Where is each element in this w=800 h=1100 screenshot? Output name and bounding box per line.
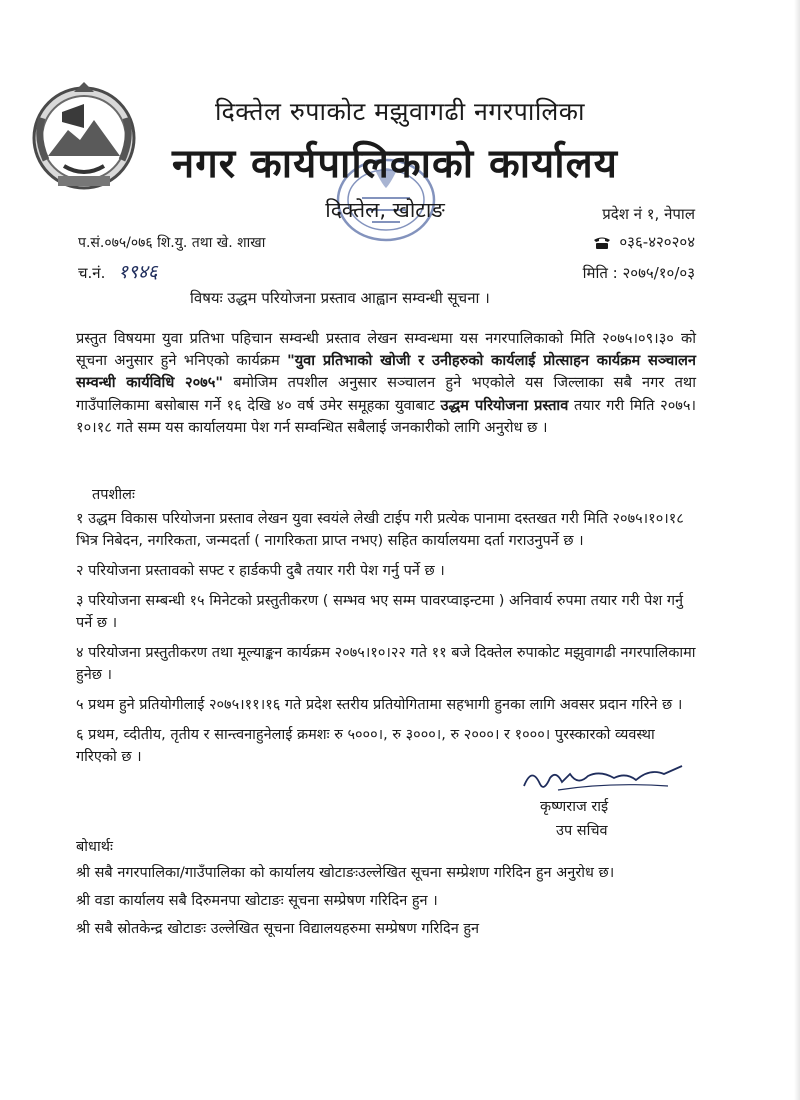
list-item: १ उद्धम विकास परियोजना प्रस्ताव लेखन युवा स्वयंले लेखी टाईप गरी प्रत्येक पानामा दस्तखत गरी मिति २०७५।१०।१८ भित्र निबेदन, नगरिकता, जन्मदर्ता ( नागरिकता प्राप्त नभए) सहित कार्यालयमा दर्ता गराउनुपर्ने छ । <box>76 511 684 549</box>
office-address: दिक्तेल, खोटाङ <box>325 198 445 222</box>
list-item: ३ परियोजना सम्बन्धी १५ मिनेटको प्रस्तुतीकरण ( सम्भव भए सम्म पावरप्वाइन्टमा ) अनिवार्य रुपमा तयार गरी पेश गर्नु पर्ने छ । <box>76 593 684 631</box>
signer-name: कृष्णराज राई <box>540 799 609 815</box>
cc-item: श्री सबै स्रोतकेन्द्र खोटाङः उल्लेखित सूचना विद्यालयहरुमा सम्प्रेषण गरिदिन हुन <box>76 921 480 937</box>
province-text: प्रदेश नं १, नेपाल <box>602 205 695 223</box>
phone-line <box>593 232 695 252</box>
page-edge-shadow <box>794 0 800 1100</box>
cc-label: बोधार्थः <box>76 839 113 855</box>
challan-number: १९४६ <box>118 261 158 283</box>
subject-line: विषयः उद्धम परियोजना प्रस्ताव आह्वान सम्वन्धी सूचना । <box>190 289 490 307</box>
list-item: ४ परियोजना प्रस्तुतीकरण तथा मूल्याङ्कन कार्यक्रम २०७५।१०।२२ गते ११ बजे दिक्तेल रुपाकोट मझुवागढी नगरपालिकामा हुनेछ । <box>76 645 696 683</box>
handwritten-signature-icon <box>518 760 688 796</box>
details-label: तपशीलः <box>92 487 135 503</box>
body-text-2: बमोजिम तपशील अनुसार सञ्चालन हुने भएकोले यस जिल्लाका सबै नगर तथा गाउँपालिकामा बसोबास गर्ने १६ देखि ४० वर्ष उमेर समूहका युवाबाट <box>76 374 697 414</box>
list-item: ५ प्रथम हुने प्रतियोगीलाई २०७५।११।१६ गते प्रदेश स्तरीय प्रतियोगितामा सहभागी हुनका लागि अवसर प्रदान गरिने छ । <box>76 697 683 713</box>
body-text-1: प्रस्तुत विषयमा युवा प्रतिभा पहिचान सम्वन्धी प्रस्ताव लेखन सम्वन्धमा यस नगरपालिकाको मिति २०७५।०९।३० को सूचना अनुसार हुने भनिएको कार्यक्रम <box>76 330 696 370</box>
challan-line <box>78 258 158 284</box>
cc-item: श्री सबै नगरपालिका/गाउँपालिका को कार्यालय खोटाङःउल्लेखित सूचना सम्प्रेशण गरिदिन हुन अनुरोध छ। <box>76 865 615 881</box>
cc-list <box>76 862 696 946</box>
proposal-bold: उद्धम परियोजना प्रस्ताव <box>440 396 569 414</box>
reference-number: प.सं.०७५/०७६ शि.यु. तथा खे. शाखा <box>78 235 266 251</box>
program-title-bold: "युवा प्रतिभाको खोजी र उनीहरुको कार्यलाई प्रोत्साहन कार्यक्रम सञ्चालन सम्वन्धी कार्यविधि २०७५" <box>76 352 696 392</box>
body-text-3: तयार गरी मिति २०७५।१०।१८ गते सम्म यस कार्यालयमा पेश गर्न सम्वन्धित सबैलाई जनकारीको लागि अनुरोध छ । <box>76 396 697 436</box>
office-title: नगर कार्यपालिकाको कार्यालय <box>172 141 618 187</box>
phone-number: ०३६-४२०२०४ <box>619 233 695 251</box>
telephone-icon <box>593 236 611 250</box>
municipality-name: दिक्तेल रुपाकोट मझुवागढी नगरपालिका <box>215 97 585 126</box>
challan-label: च.नं. <box>78 264 106 282</box>
letter-date: मिति : २०७५/१०/०३ <box>582 264 695 282</box>
nepal-emblem-icon <box>28 78 140 198</box>
body-paragraph <box>76 328 696 439</box>
list-item: २ परियोजना प्रस्तावको सफ्ट र हार्डकपी दुबै तयार गरी पेश गर्नु पर्ने छ । <box>76 563 445 579</box>
cc-item: श्री वडा कार्यालय सबै दिरुमनपा खोटाङः सूचना सम्प्रेषण गरिदिन हुन । <box>76 893 438 909</box>
signer-title: उप सचिव <box>556 823 608 839</box>
details-list <box>76 508 696 776</box>
list-item: ६ प्रथम, व्दीतीय, तृतीय र सान्त्वनाहुनेलाई क्रमशः रु ५०००।, रु ३०००।, रु २०००। र १०००। पुरस्कारको व्यवस्था गरिएको छ । <box>76 727 655 765</box>
